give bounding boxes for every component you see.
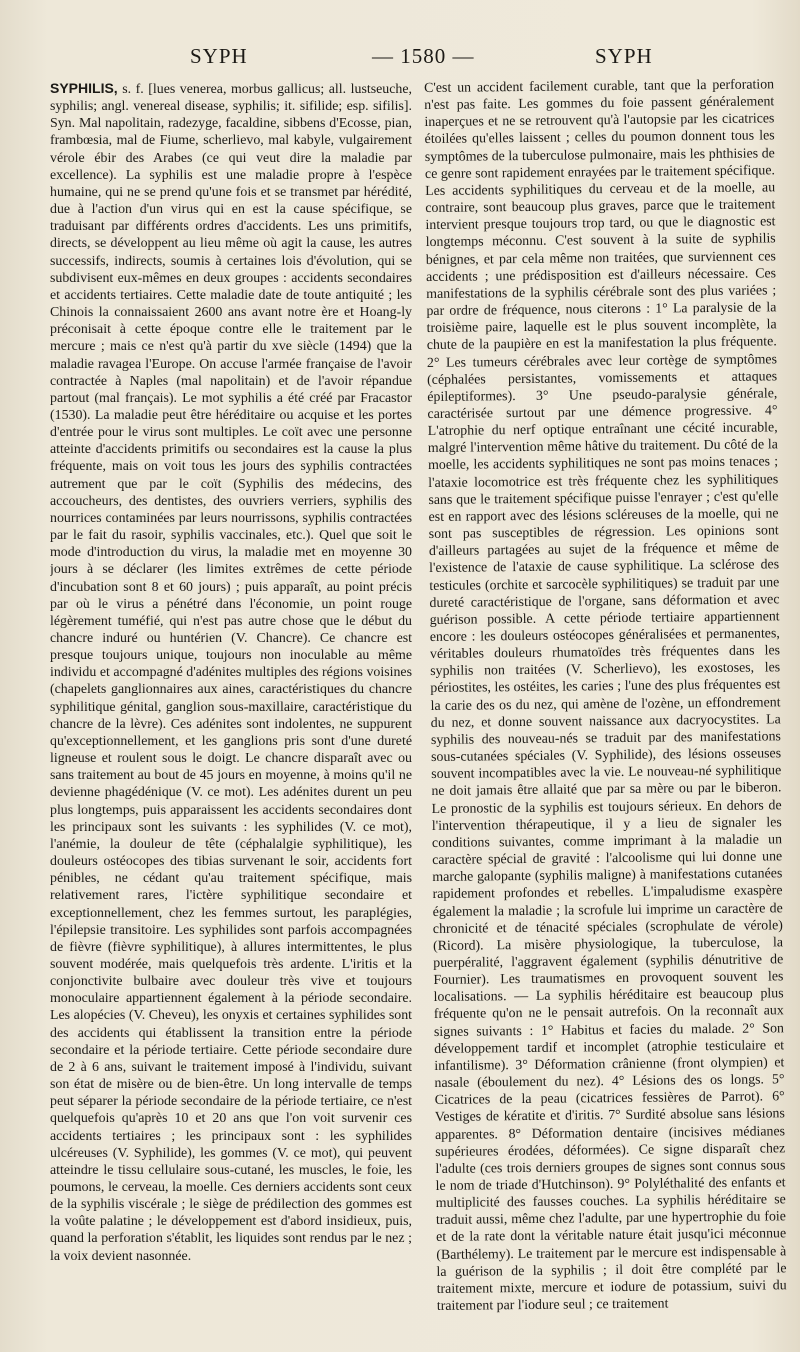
entry-paragraph-left [50, 80, 412, 1265]
running-header [60, 44, 780, 72]
headword: SYPHILIS, [50, 80, 118, 96]
header-right-guideword: SYPH [595, 44, 653, 68]
column-gutter [417, 80, 418, 1342]
entry-text-left: s. f. [lues venerea, morbus gallicus; all. lustseuche, syphilis; angl. venereal disease, syphilis; it. sifilide; esp. sifilis]. Syn. Mal napolitain, radezyge, facaldine, sibbens d'Ecosse, pian, frambœsia, mal de Fiume, scherlievo, mal kabyle, vulgairement vérole ébir des Arabes (ce qui veut dire la maladie par excellence). La syphilis est une maladie propre à l'espèce humaine, qui ne se prend qu'une fois et se transmet par hérédité, due à l'action d'un virus qui en est la cause spécifique, se traduisant par différents ordres d'accidents. Les uns primitifs, directs, se développent au lieu même où agit la cause, les autres successifs, indirects, soumis à certaines lois d'évolution, qui se subdivisent eux-mêmes en deux groupes : accidents secondaires et accidents tertiaires. Cette maladie date de toute antiquité ; les Chinois la connaissaient 2600 ans avant notre ère et Hoang-ly préconisait à cette époque contre elle le traitement par le mercure ; mais ce n'est qu'à partir du xve siècle (1494) que la maladie ravagea l'Europe. On accuse l'armée française de l'avoir contractée à Naples (mal napolitain) et de l'avoir répandue partout (mal français). Le mot syphilis a été créé par Fracastor (1530). La maladie peut être héréditaire ou acquise et les portes d'entrée pour le virus sont multiples. Le coït avec une personne atteinte d'accidents primitifs ou secondaires est la cause la plus fréquente, mais on voit tous les jours des syphilis contractées autrement que par le coït (Syphilis des médecins, des accoucheurs, des dentistes, des ouvriers verriers, syphilis des nourrices contaminées par leurs nourrissons, syphilis contractées par le fait du rasoir, syphilis vaccinales, etc.). Quel que soit le mode d'introduction du virus, la maladie met en moyenne 30 jours à se déclarer (les limites extrêmes de cette période d'incubation sont 8 et 60 jours) ; puis apparaît, au point précis par où le virus a pénétré dans l'économie, un point rouge légèrement tuméfié, qui n'est pas autre chose que le début du chancre induré ou huntérien (V. Chancre). Ce chancre est presque toujours unique, toujours non inoculable au même individu et accompagné d'adénites multiples des régions voisines (chapelets ganglionnaires aux aines, caractéristiques du chancre syphilitique génital, ganglion sous-maxillaire, caractéristique du chancre de la lèvre). Ces adénites sont indolentes, ne suppurent qu'exceptionnellement, et les ganglions pris sont d'une dureté ligneuse et roulent sous le doigt. Le chancre disparaît avec ou sans traitement au bout de 45 jours en moyenne, à moins qu'il ne devienne phagédénique (V. ce mot). Les adénites durent un peu plus longtemps, puis apparaissent les accidents secondaires dont les principaux sont les suivants : les syphilides (V. ce mot), l'anémie, la douleur de tête (céphalalgie syphilitique), les douleurs ostéocopes des tibias survenant le soir, accidents fort pénibles, ne cédant qu'au traitement spécifique, mais relativement rares, l'ictère syphilitique secondaire et exceptionnellement, chez les femmes surtout, les paraplégies, l'épilepsie transitoire. Les syphilides sont parfois accompagnées de fièvre (fièvre syphilitique), à allures intermittentes, le plus souvent modérée, mais quelquefois très ardente. L'iritis et la conjonctivite bulbaire avec douleur très vive et toujours monoculaire appartiennent également à la période secondaire. Les alopécies (V. Cheveu), les onyxis et certaines syphilides sont des accidents qui établissent la transition entre la période secondaire et la période tertiaire. Cette période secondaire dure de 2 à 6 ans, suivant le traitement imposé à l'individu, suivant son état de misère ou de bien-être. Un long intervalle de temps peut séparer la période secondaire de la période tertiaire, ce n'est quelquefois qu'après 10 et 20 ans que l'on voit survenir ces accidents tertiaires ; les principaux sont : les syphilides ulcéreuses (V. Syphilide), les gommes (V. ce mot), qui peuvent atteindre le tissu cellulaire sous-cutané, les muscles, le foie, les poumons, le cerveau, la moelle. Ces derniers accidents sont ceux de la syphilis viscérale ; le siège de prédilection des gommes est la voûte palatine ; le développement est d'abord insidieux, puis, quand la perforation s'établit, les liquides sont rendus par le nez ; la voix devient nasonnée. [50, 82, 412, 1264]
entry-text-right: C'est un accident facilement curable, tant que la perforation n'est pas faite. Les gommes du foie passent généralement inaperçues et ne se retrouvent qu'à l'autopsie par les cicatrices étoilées qu'elles laissent ; celles du poumon donnent tous les symptômes de la tuberculose pulmonaire, mais les phthisies de ce genre sont rapidement enrayées par le traitement spécifique. Les accidents syphilitiques du cerveau et de la moelle, au contraire, sont beaucoup plus graves, parce que le traitement intervient presque toujours trop tard, ou que le diagnostic est longtemps méconnu. C'est souvent à la suite de syphilis bénignes, et par cela même non traitées, que surviennent ces accidents ; une prédisposition est d'ailleurs nécessaire. Ces manifestations de la syphilis cérébrale sont des plus variées ; par ordre de fréquence, nous citerons : 1° La paralysie de la troisième paire, laquelle est le plus souvent incomplète, la chute de la paupière en est la manifestation la plus fréquente. 2° Les tumeurs cérébrales avec leur cortège de symptômes (céphalées persistantes, vomissements et attaques épileptiformes). 3° Une pseudo-paralysie générale, caractérisée surtout par une démence progressive. 4° L'atrophie du nerf optique entraînant une cécité incurable, malgré l'intervention même hâtive du traitement. Du côté de la moelle, les accidents syphilitiques ne sont pas moins tenaces ; l'ataxie locomotrice est très fréquente chez les syphilitiques sans que le traitement spécifique puisse l'enrayer ; c'est qu'elle est en rapport avec des lésions scléreuses de la moelle, qui ne sont pas susceptibles de régression. Les opinions sont d'ailleurs partagées au sujet de la fréquence et même de l'existence de l'ataxie de cause syphilitique. La sclérose des testicules (orchite et sarcocèle syphilitiques) se traduit par une dureté caractéristique de l'organe, sans déformation et avec guérison possible. A cette période tertiaire appartiennent encore : les douleurs ostéocopes généralisées et permanentes, véritables douleurs rhumatoïdes très fréquentes dans les syphilis non traitées (V. Scherlievo), les exostoses, les périostites, les ostéites, les caries ; l'une des plus fréquentes est la carie des os du nez, qui amène de l'ozène, un effondrement du nez, et donne souvent naissance aux dacryocystites. La syphilis des nouveau-nés se traduit par des manifestations sous-cutanées spéciales (V. Syphilide), des lésions osseuses souvent incompatibles avec la vie. Le nouveau-né syphilitique ne doit jamais être allaité que par sa mère ou par le biberon. Le pronostic de la syphilis est toujours sérieux. En dehors de l'intervention thérapeutique, il y a lieu de signaler les conditions suivantes, comme imprimant à la maladie un caractère spécial de gravité : l'alcoolisme qui lui donne une marche galopante (syphilis maligne) à manifestations cutanées rapidement profondes et rebelles. L'impaludisme exaspère également la maladie ; la scrofule lui imprime un caractère de chronicité et de ténacité spéciales (scrophulate de vérole) (Ricord). La misère physiologique, la tuberculose, la puerpéralité, l'aggravent également (syphilis dénutritive de Fournier). Les traumatismes en provoquent souvent les localisations. — La syphilis héréditaire est beaucoup plus fréquente qu'on ne le pensait autrefois. On la reconnaît aux signes suivants : 1° Habitus et facies du malade. 2° Son développement tardif et incomplet (atrophie testiculaire et infantilisme). 3° Déformation crânienne (front olympien) et nasale (éboulement du nez). 4° Lésions des os longs. 5° Cicatrices de la peau (cicatrices fessières de Parrot). 6° Vestiges de kératite et d'iritis. 7° Surdité absolue sans lésions apparentes. 8° Déformation dentaire (incisives médianes supérieures érodées, déformées). Ce signe disparaît chez l'adulte (ces trois derniers groupes de signes sont connus sous le nom de triade d'Hutchinson). 9° Polyléthalité des enfants et multiplicité des fausses couches. La syphilis héréditaire se traduit aussi, même chez l'adulte, par une hypertrophie du foie et de la rate dont la véritable nature était jusqu'ici méconnue (Barthélemy). Le traitement par le mercure est indispensable à la guérison de la syphilis ; il doit être complété par le traitement mixte, mercure et iodure de potassium, suivi du traitement par l'iodure seul ; ce traitement [424, 77, 787, 1315]
header-left-guideword: SYPH [190, 44, 248, 68]
page-number: — 1580 — [372, 44, 475, 68]
left-column [50, 80, 412, 1342]
right-column [424, 76, 787, 1342]
